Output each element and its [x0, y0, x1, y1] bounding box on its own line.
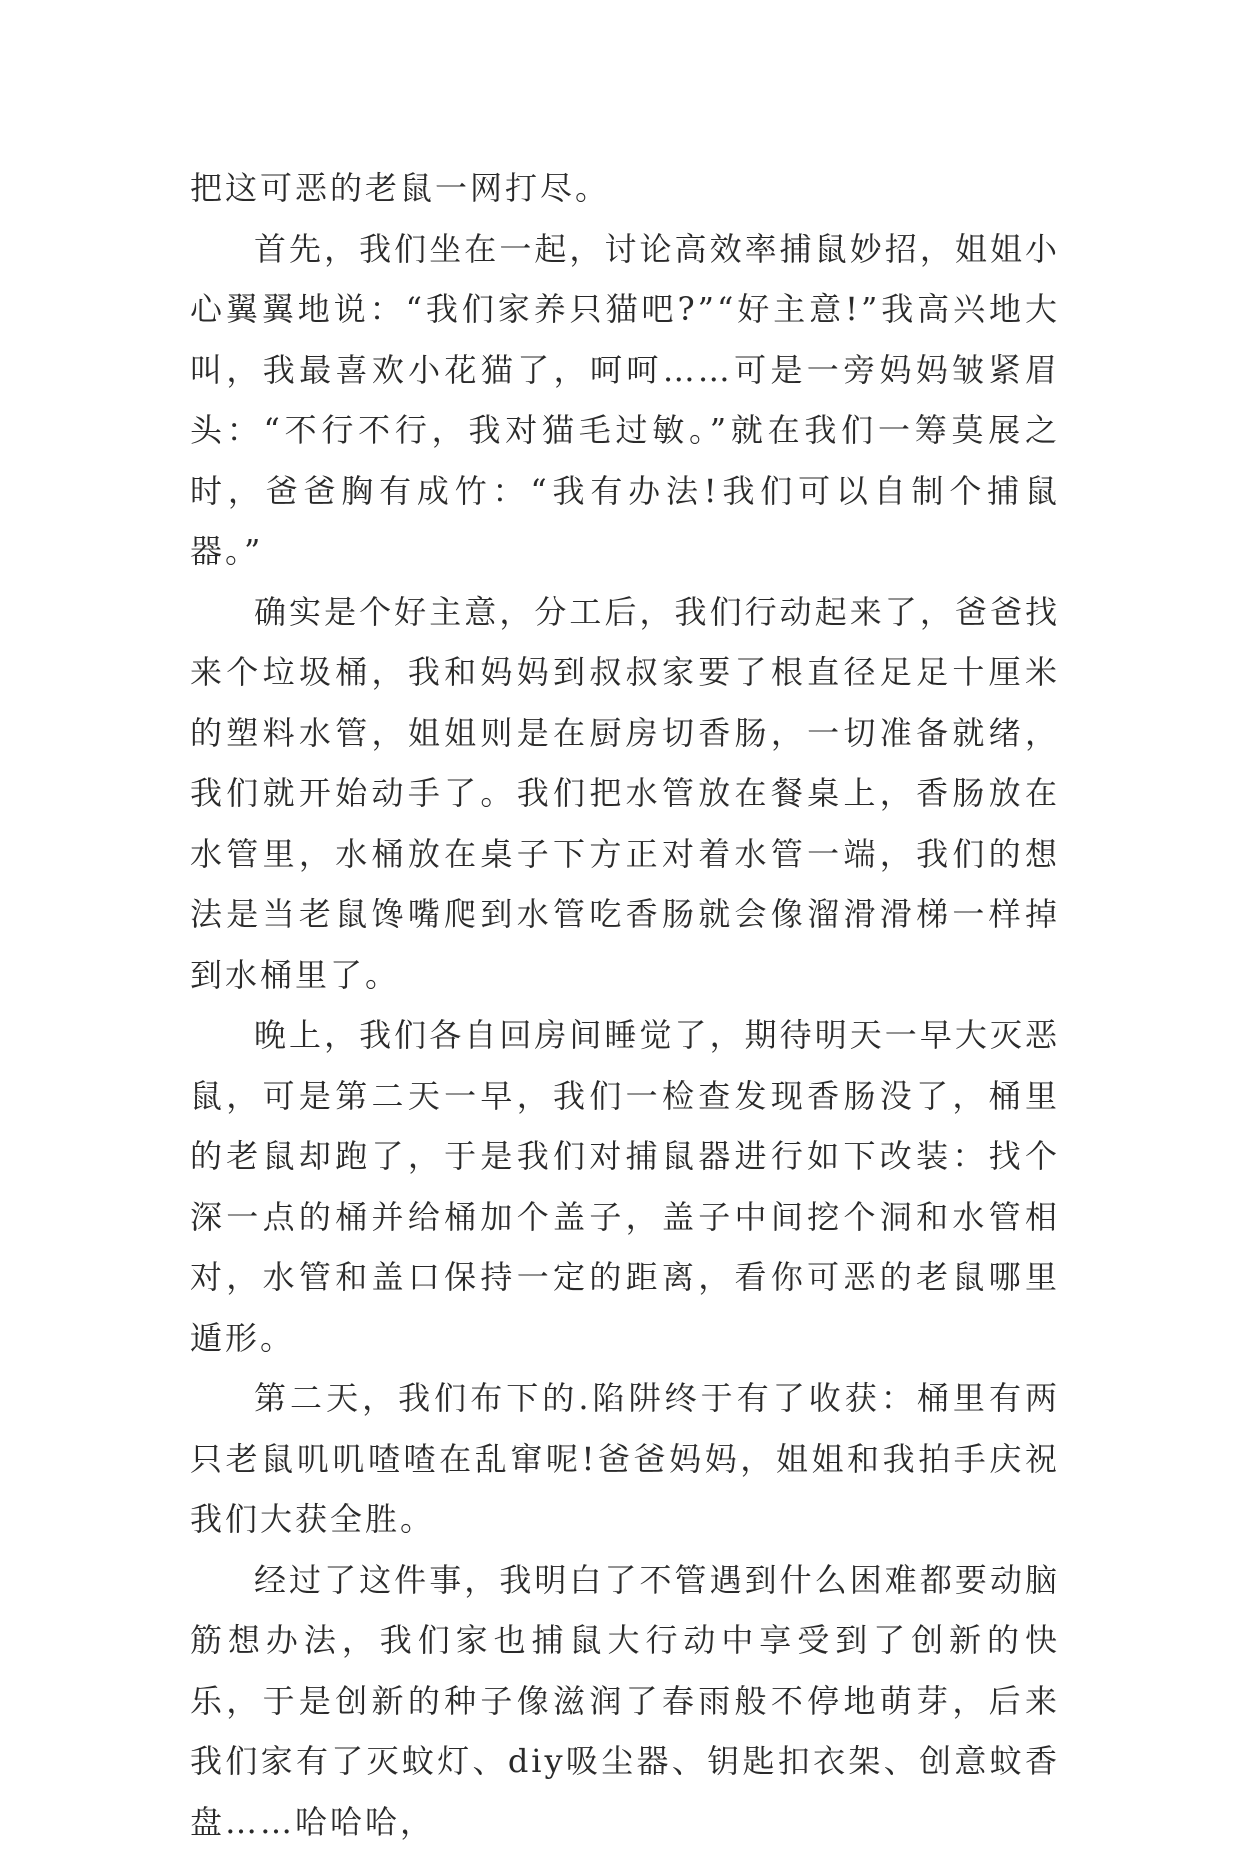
- paragraph-1: 把这可恶的老鼠一网打尽。: [190, 158, 1060, 219]
- paragraph-4: 晚上，我们各自回房间睡觉了，期待明天一早大灭恶鼠，可是第二天一早，我们一检查发现香肠没了，桶里的老鼠却跑了，于是我们对捕鼠器进行如下改装：找个深一点的桶并给桶加个盖子，盖子中间挖个洞和水管相对，水管和盖口保持一定的距离，看你可恶的老鼠哪里遁形。: [190, 1005, 1060, 1368]
- paragraph-2: 首先，我们坐在一起，讨论高效率捕鼠妙招，姐姐小心翼翼地说：“我们家养只猫吧?”“好主意!”我高兴地大叫，我最喜欢小花猫了，呵呵……可是一旁妈妈皱紧眉头：“不行不行，我对猫毛过敏。”就在我们一筹莫展之时，爸爸胸有成竹：“我有办法!我们可以自制个捕鼠器。”: [190, 219, 1060, 582]
- paragraph-6: 经过了这件事，我明白了不管遇到什么困难都要动脑筋想办法，我们家也捕鼠大行动中享受到了创新的快乐，于是创新的种子像滋润了春雨般不停地萌芽，后来我们家有了灭蚊灯、diy吸尘器、钥匙扣衣架、创意蚊香盘……哈哈哈，: [190, 1550, 1060, 1852]
- paragraph-5: 第二天，我们布下的.陷阱终于有了收获：桶里有两只老鼠叽叽喳喳在乱窜呢!爸爸妈妈，姐姐和我拍手庆祝我们大获全胜。: [190, 1368, 1060, 1550]
- body-text: [190, 158, 1060, 1852]
- paragraph-3: 确实是个好主意，分工后，我们行动起来了，爸爸找来个垃圾桶，我和妈妈到叔叔家要了根直径足足十厘米的塑料水管，姐姐则是在厨房切香肠，一切准备就绪，我们就开始动手了。我们把水管放在餐桌上，香肠放在水管里，水桶放在桌子下方正对着水管一端，我们的想法是当老鼠馋嘴爬到水管吃香肠就会像溜滑滑梯一样掉到水桶里了。: [190, 582, 1060, 1006]
